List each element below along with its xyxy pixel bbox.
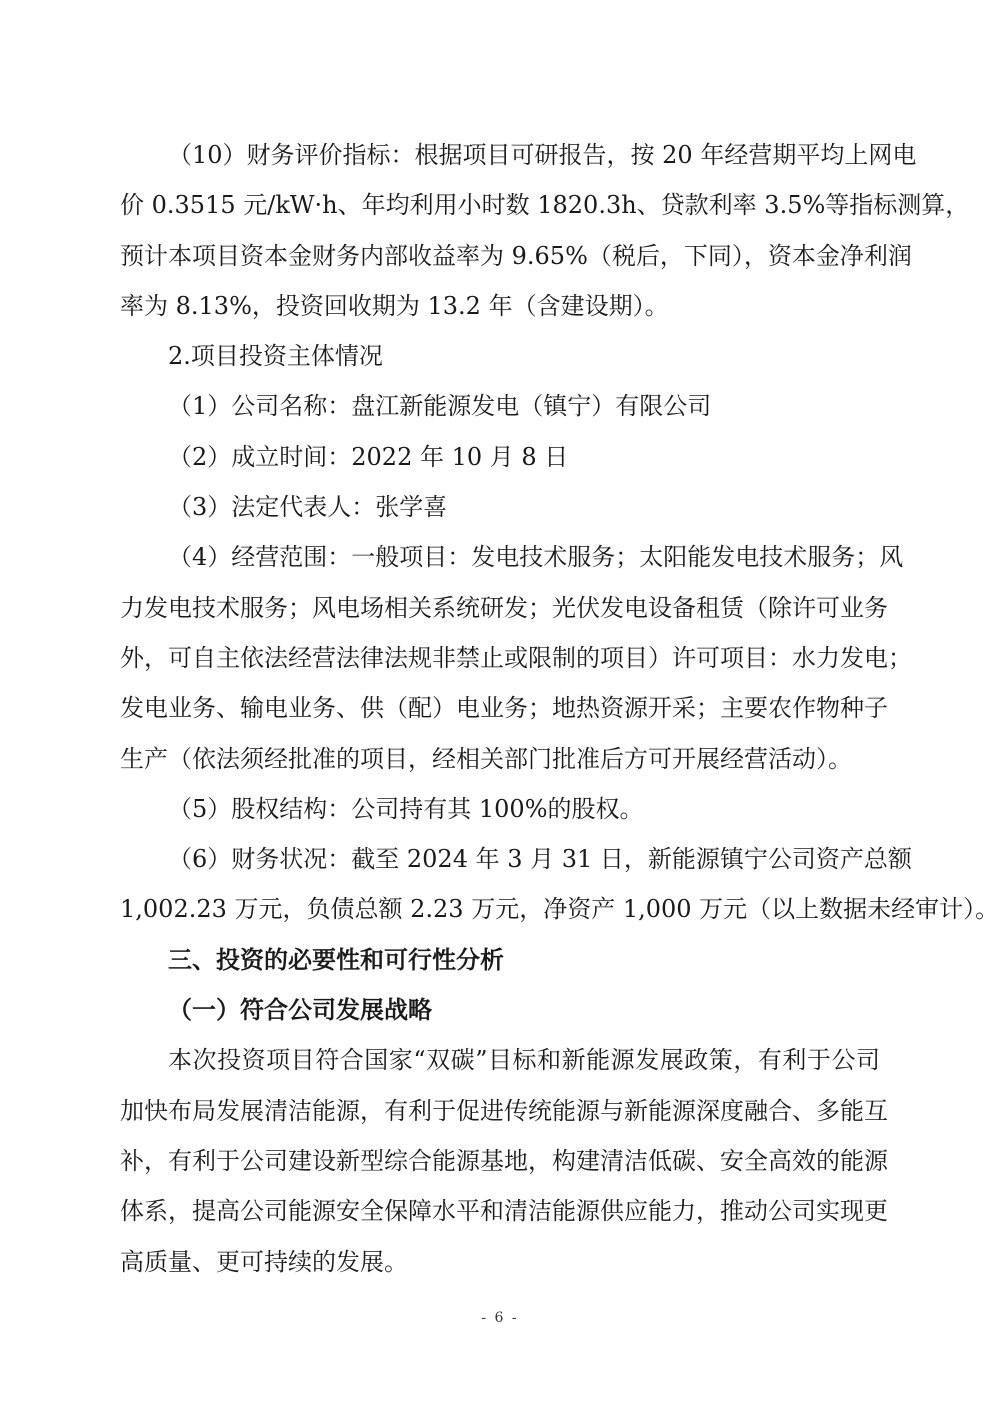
paragraph-line: 预计本项目资本金财务内部收益率为 9.65%（税后，下同），资本金净利润	[120, 241, 912, 270]
paragraph-line: 补，有利于公司建设新型综合能源基地，构建清洁低碳、安全高效的能源	[120, 1146, 888, 1175]
paragraph-line: （5）股权结构：公司持有其 100%的股权。	[168, 794, 644, 823]
paragraph-line: （2）成立时间：2022 年 10 月 8 日	[168, 442, 569, 471]
paragraph-line: 高质量、更可持续的发展。	[120, 1247, 408, 1276]
paragraph-line: （10）财务评价指标：根据项目可研报告，按 20 年经营期平均上网电	[168, 141, 917, 169]
paragraph-line: 价 0.3515 元/kW·h、年均利用小时数 1820.3h、贷款利率 3.5%等指标测算，	[120, 191, 970, 220]
paragraph-line: 体系，提高公司能源安全保障水平和清洁能源供应能力，推动公司实现更	[120, 1197, 888, 1226]
paragraph-line: 外，可自主依法经营法律法规非禁止或限制的项目）许可项目：水力发电；	[120, 643, 912, 672]
document-body	[120, 130, 1000, 1287]
paragraph-line: （1）公司名称：盘江新能源发电（镇宁）有限公司	[168, 392, 712, 421]
paragraph-line: 生产（依法须经批准的项目，经相关部门批准后方可开展经营活动）。	[120, 744, 852, 773]
paragraph-line: 加快布局发展清洁能源，有利于促进传统能源与新能源深度融合、多能互	[120, 1096, 888, 1125]
paragraph-line: （4）经营范围：一般项目：发电技术服务；太阳能发电技术服务；风	[168, 543, 904, 572]
paragraph-line: （6）财务状况：截至 2024 年 3 月 31 日，新能源镇宁公司资产总额	[168, 845, 912, 874]
paragraph-line: 力发电技术服务；风电场相关系统研发；光伏发电设备租赁（除许可业务	[120, 593, 888, 622]
paragraph-line: （3）法定代表人：张学喜	[168, 493, 448, 522]
paragraph-line: 发电业务、输电业务、供（配）电业务；地热资源开采；主要农作物种子	[120, 694, 888, 723]
paragraph-line: 本次投资项目符合国家“双碳”目标和新能源发展政策，有利于公司	[168, 1046, 880, 1075]
section-heading: （一）符合公司发展战略	[168, 995, 432, 1025]
paragraph-line: 1,002.23 万元，负债总额 2.23 万元，净资产 1,000 万元（以上数据未经审计）。	[120, 895, 1000, 924]
paragraph-line: 2.项目投资主体情况	[168, 342, 383, 371]
paragraph-line: 率为 8.13%，投资回收期为 13.2 年（含建设期）。	[120, 291, 669, 320]
section-heading: 三、投资的必要性和可行性分析	[168, 944, 504, 974]
page-number: - 6 -	[481, 1310, 519, 1326]
